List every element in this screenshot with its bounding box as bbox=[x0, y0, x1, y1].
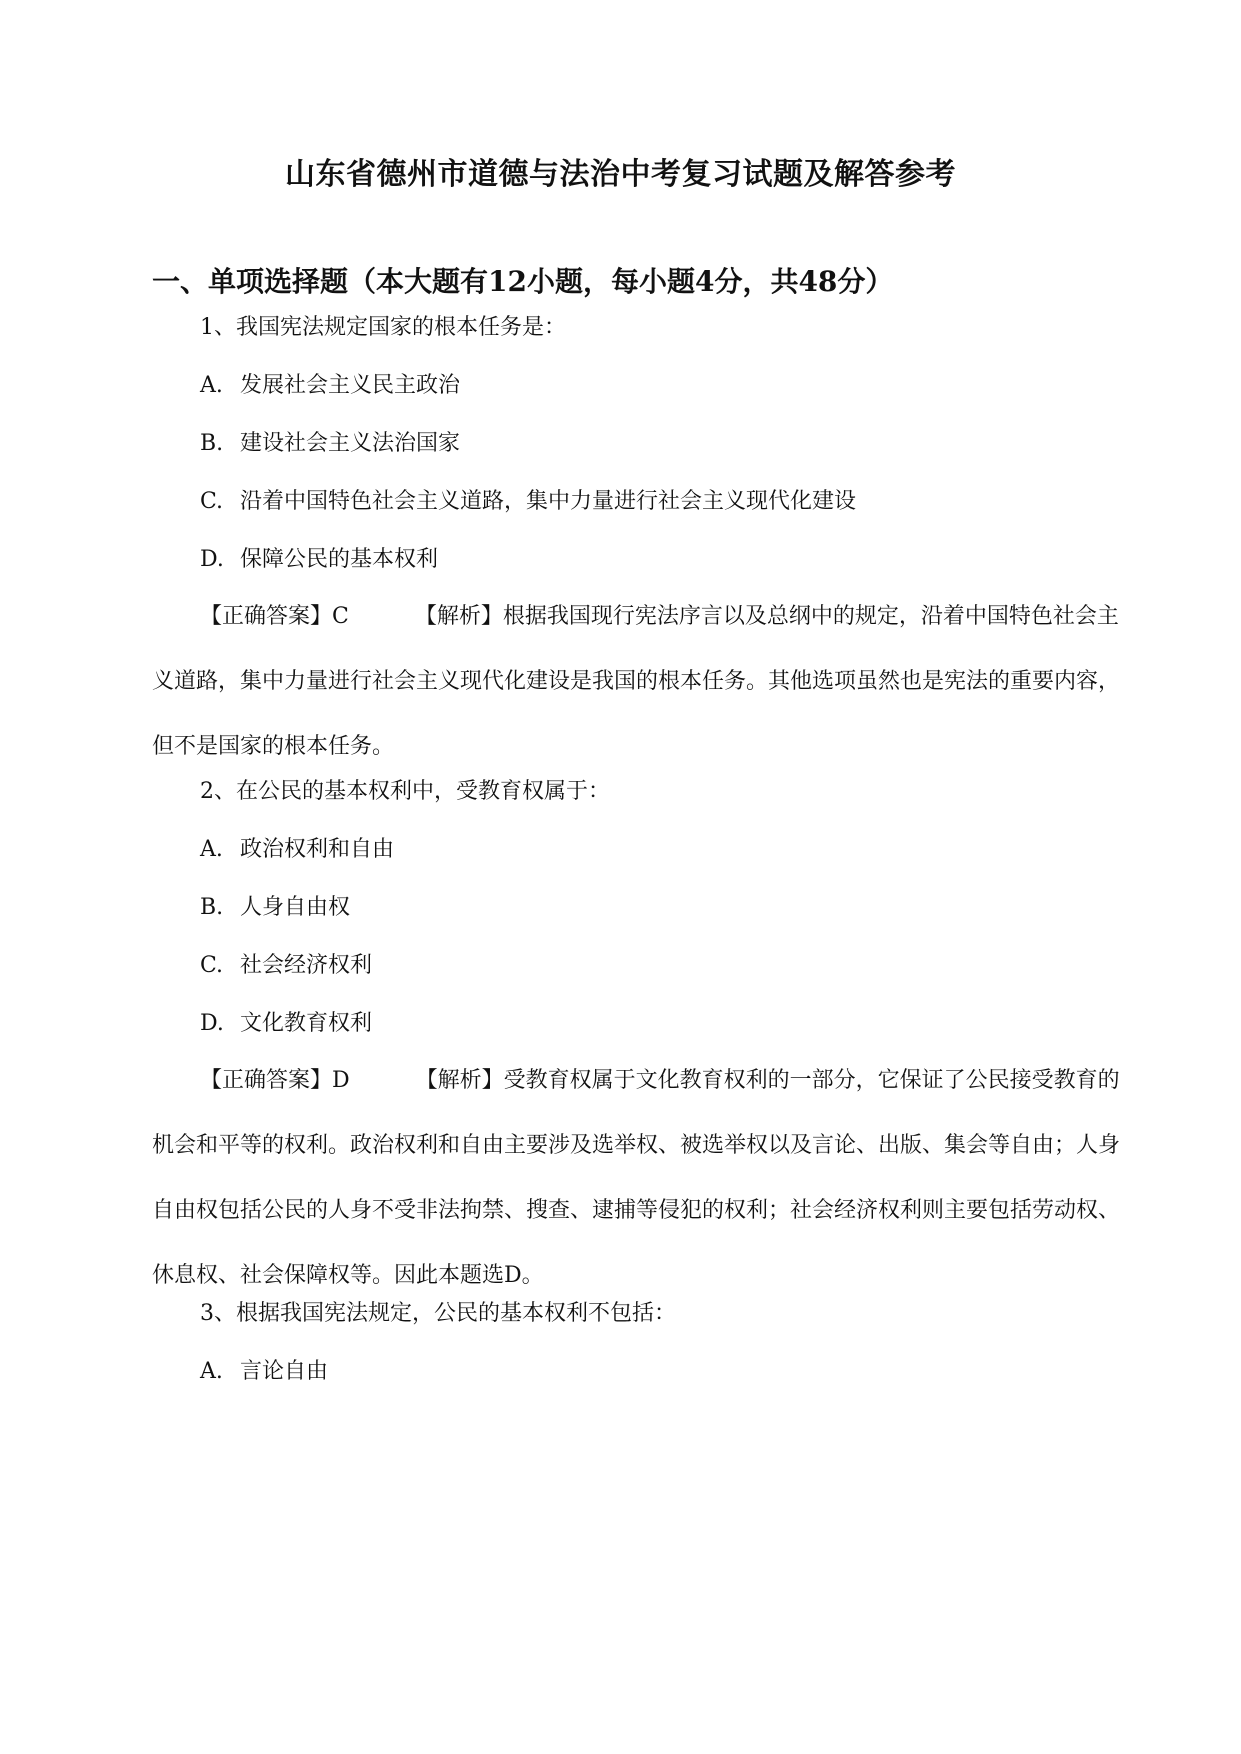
question-2-option-b bbox=[200, 891, 350, 925]
answer-label: 【正确答案】D bbox=[200, 1068, 350, 1093]
question-1-option-b bbox=[200, 427, 460, 461]
option-text: 保障公民的基本权利 bbox=[240, 547, 439, 572]
question-2-answer-block bbox=[152, 1048, 1122, 1308]
option-letter: C. bbox=[200, 489, 224, 514]
option-text: 政治权利和自由 bbox=[240, 837, 395, 862]
document-title: 山东省德州市道德与法治中考复习试题及解答参考 bbox=[285, 157, 956, 192]
option-text: 社会经济权利 bbox=[240, 953, 373, 978]
option-text: 建设社会主义法治国家 bbox=[240, 431, 461, 456]
question-3-option-a bbox=[200, 1355, 328, 1389]
option-text: 沿着中国特色社会主义道路，集中力量进行社会主义现代化建设 bbox=[240, 489, 857, 514]
question-1-answer-block bbox=[152, 584, 1122, 779]
option-letter: A. bbox=[200, 373, 223, 398]
question-2-option-a bbox=[200, 833, 394, 867]
question-1-stem: 1、我国宪法规定国家的根本任务是： bbox=[200, 315, 566, 340]
option-letter: D. bbox=[200, 547, 224, 572]
option-letter: A. bbox=[200, 1359, 223, 1384]
option-letter: A. bbox=[200, 837, 223, 862]
option-text: 言论自由 bbox=[240, 1359, 329, 1384]
question-2-option-d bbox=[200, 1007, 372, 1041]
option-letter: D. bbox=[200, 1011, 224, 1036]
analysis-text: 【解析】根据我国现行宪法序言以及总纲中的规定，沿着中国特色社会主义道路，集中力量进行社会主义现代化建设是我国的根本任务。其他选项虽然也是宪法的重要内容，但不是国家的根本任务。 bbox=[152, 604, 1121, 759]
answer-label: 【正确答案】C bbox=[200, 604, 349, 629]
question-1-option-d bbox=[200, 543, 438, 577]
question-3-stem: 3、根据我国宪法规定，公民的基本权利不包括： bbox=[200, 1301, 676, 1326]
question-2-stem: 2、在公民的基本权利中，受教育权属于： bbox=[200, 779, 610, 804]
analysis-text: 【解析】受教育权属于文化教育权利的一部分，它保证了公民接受教育的机会和平等的权利。政治权利和自由主要涉及选举权、被选举权以及言论、出版、集会等自由；人身自由权包括公民的人身不受非法拘禁、搜查、逮捕等侵犯的权利；社会经济权利则主要包括劳动权、休息权、社会保障权等。因此本题选D。 bbox=[152, 1068, 1121, 1288]
question-1-option-c bbox=[200, 485, 856, 519]
option-letter: C. bbox=[200, 953, 224, 978]
question-1-option-a bbox=[200, 369, 460, 403]
option-letter: B. bbox=[200, 431, 224, 456]
option-letter: B. bbox=[200, 895, 224, 920]
option-text: 人身自由权 bbox=[240, 895, 351, 920]
option-text: 发展社会主义民主政治 bbox=[240, 373, 461, 398]
question-2-option-c bbox=[200, 949, 372, 983]
option-text: 文化教育权利 bbox=[240, 1011, 373, 1036]
section-heading: 一、单项选择题（本大题有12小题，每小题4分，共48分） bbox=[152, 265, 894, 298]
